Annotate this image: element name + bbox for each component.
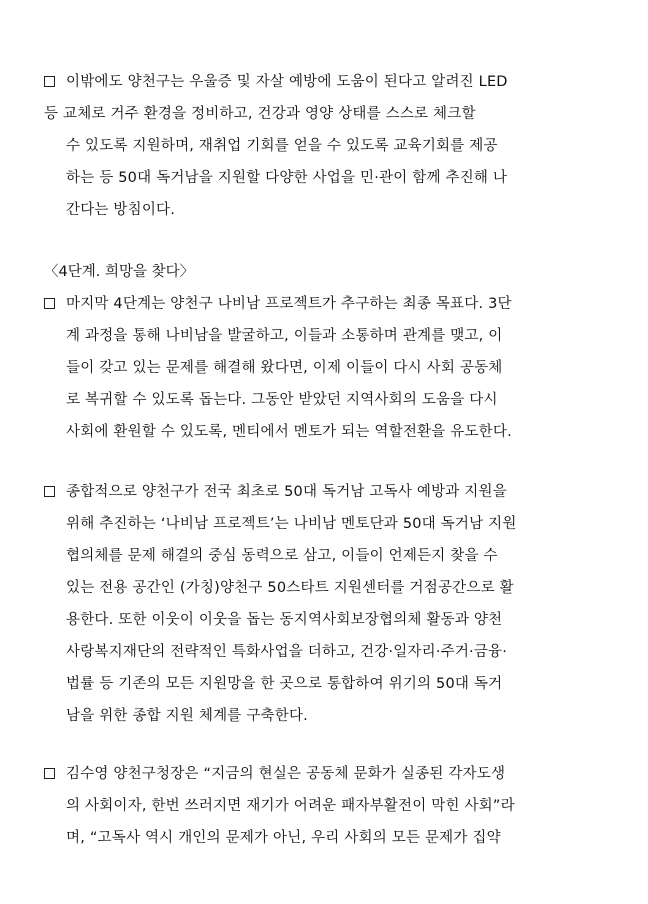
square-bullet-icon [44,768,55,779]
paragraph-line: 용한다. 또한 이웃이 이웃을 돕는 동지역사회보장협의체 활동과 양천 [66,612,503,628]
paragraph-line: 법률 등 기존의 모든 지원망을 한 곳으로 통합하여 위기의 50대 독거 [66,676,503,692]
paragraph-line: 남을 위한 종합 지원 체계를 구축한다. [66,708,308,724]
paragraph-line: 수 있도록 지원하며, 재취업 기회를 얻을 수 있도록 교육기회를 제공 [66,138,498,154]
paragraph-line: 의 사회이자, 한번 쓰러지면 재기가 어려운 패자부활전이 막힌 사회”라 [66,798,515,814]
square-bullet-icon [44,486,55,497]
paragraph-line: 김수영 양천구청장은 “지금의 현실은 공동체 문화가 실종된 각자도생 [66,766,506,782]
paragraph-line: 사랑복지재단의 전략적인 특화사업을 더하고, 건강·일자리·주거·금융· [66,644,508,660]
paragraph-3 [44,482,616,724]
square-bullet-icon [44,298,55,309]
paragraph-line: 하는 등 50대 독거남을 지원할 다양한 사업을 민·관이 함께 추진해 나 [66,170,508,186]
paragraph-line: 며, “고독사 역시 개인의 문제가 아닌, 우리 사회의 모든 문제가 집약 [66,830,501,846]
paragraph-line: 위해 추진하는 ‘나비남 프로젝트’는 나비남 멘토단과 50대 독거남 지원 [66,516,517,532]
paragraph-line: 종합적으로 양천구가 전국 최초로 50대 독거남 고독사 예방과 지원을 [66,484,507,500]
paragraph-4 [44,764,616,854]
paragraph-line: 로 복귀할 수 있도록 돕는다. 그동안 받았던 지역사회의 도움을 다시 [66,392,498,408]
paragraph-line: 협의체를 문제 해결의 중심 동력으로 삼고, 이들이 언제든지 찾을 수 [66,548,498,564]
paragraph-2 [44,294,616,454]
paragraph-line: 들이 갖고 있는 문제를 해결해 왔다면, 이제 이들이 다시 사회 공동체 [66,360,503,376]
square-bullet-icon [44,76,55,87]
paragraph-line: 등 교체로 거주 환경을 정비하고, 건강과 영양 상태를 스스로 체크할 [44,106,476,122]
paragraph-line: 이밖에도 양천구는 우울증 및 자살 예방에 도움이 된다고 알려진 LED [66,74,508,90]
paragraph-1 [44,72,616,222]
paragraph-line: 마지막 4단계는 양천구 나비남 프로젝트가 추구하는 최종 목표다. 3단 [66,296,512,312]
paragraph-line: 사회에 환원할 수 있도록, 멘티에서 멘토가 되는 역할전환을 유도한다. [66,424,512,440]
paragraph-line: 간다는 방침이다. [66,202,176,218]
paragraph-line: 계 과정을 통해 나비남을 발굴하고, 이들과 소통하며 관계를 맺고, 이 [66,328,503,344]
paragraph-line: 있는 전용 공간인 (가칭)양천구 50스타트 지원센터를 거점공간으로 활 [66,580,514,596]
section-heading: 〈4단계. 희망을 찾다〉 [44,264,195,280]
